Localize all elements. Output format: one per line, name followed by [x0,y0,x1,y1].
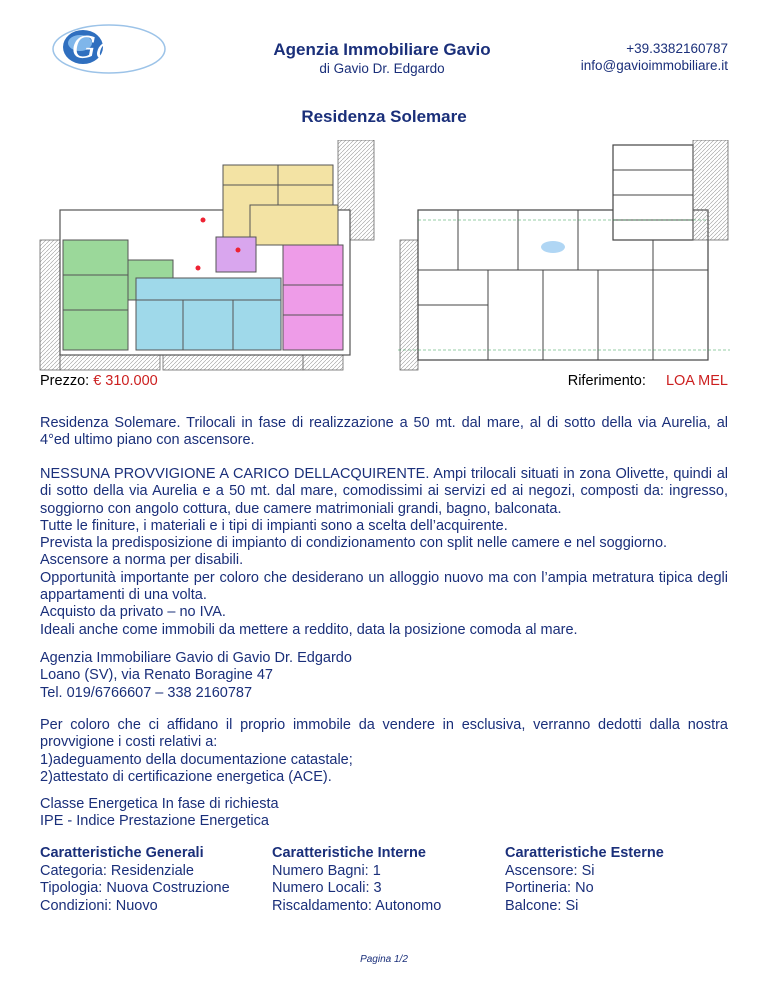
feature-item: Tipologia: Nuova Costruzione [40,880,230,896]
exclusive-notice [40,717,728,786]
description-line: Ideali anche come immobili da mettere a reddito, data la posizione comoda al mare. [40,621,578,638]
email-address: info@gavioimmobiliare.it [580,58,728,73]
feature-item: Condizioni: Nuovo [40,897,158,914]
exclusive-line: Per coloro che ci affidano il proprio immobile da vendere in esclusiva, verranno dedotti dalla nostra provvigione i costi relativi a: [40,717,728,751]
energy-info [40,796,728,831]
agency-header [250,40,514,77]
internal-features [272,845,441,915]
description-line: Tutte le finiture, i materiali e i tipi di impianti sono a scelta dell’acquirente. [40,517,508,534]
page-number: Pagina 1/2 [360,954,408,965]
general-features [40,845,230,915]
address-line: Tel. 019/6766607 – 338 2160787 [40,684,253,701]
description-line: Opportunità importante per coloro che desiderano un alloggio nuovo ma con l’ampia metratura tipica degli appartamenti di una volta. [40,569,728,604]
agency-subtitle: di Gavio Dr. Edgardo [319,61,445,76]
floor-plan-technical [398,140,730,375]
description-line: Prevista la predisposizione di impianto di condizionamento con split nelle camere e nel soggiorno. [40,535,668,552]
address-line: Loano (SV), via Renato Boragine 47 [40,667,273,684]
feature-item: Riscaldamento: Autonomo [272,897,442,914]
contact-block [581,40,728,74]
energy-index: IPE - Indice Prestazione Energetica [40,813,269,830]
phone-number: +39.3382160787 [626,41,728,56]
external-features-heading: Caratteristiche Esterne [505,845,664,861]
reference-value: LOA MEL [665,373,728,389]
exclusive-line: 2)attestato di certificazione energetica (ACE). [40,768,332,785]
gavio-logo [50,22,168,76]
feature-item: Portineria: No [505,880,594,896]
description-line: NESSUNA PROVVIGIONE A CARICO DELLACQUIRENTE. Ampi trilocali situati in zona Olivette, quindi al di sotto della via Aurelia e a 50 mt. dal mare, comodissimi ai servizi ed ai negozi, composti da: ingresso, soggiorno con angolo cottura, due camere matrimoniali grandi, bagno, balconata. [40,466,728,517]
reference-line [568,373,728,389]
address-line: Agenzia Immobiliare Gavio di Gavio Dr. Edgardo [40,650,352,666]
feature-item: Categoria: Residenziale [40,862,194,879]
external-features [505,845,664,915]
logo-text: Gavio [72,31,159,66]
reference-label: Riferimento: [567,373,646,389]
intro-paragraph [40,415,728,450]
price-line [40,373,158,389]
energy-class: Classe Energetica In fase di richiesta [40,796,279,812]
internal-features-heading: Caratteristiche Interne [272,845,426,861]
feature-item: Numero Locali: 3 [272,880,382,896]
feature-item: Ascensore: Si [505,862,595,879]
exclusive-line: 1)adeguamento della documentazione catastale; [40,751,353,768]
general-features-heading: Caratteristiche Generali [40,845,204,861]
description-line: Ascensore a norma per disabili. [40,552,244,569]
floor-plan-colored [38,140,376,375]
feature-item: Balcone: Si [505,897,579,914]
description-paragraph [40,466,728,639]
price-value: € 310.000 [93,373,158,389]
agency-name: Agenzia Immobiliare Gavio [273,40,491,59]
property-title: Residenza Solemare [301,107,467,126]
intro-text: Residenza Solemare. Trilocali in fase di realizzazione a 50 mt. dal mare, al di sotto della via Aurelia, al 4°ed ultimo piano con ascensore. [40,415,728,449]
feature-item: Numero Bagni: 1 [272,862,381,879]
price-label: Prezzo: [40,373,90,389]
description-line: Acquisto da privato – no IVA. [40,604,226,621]
agency-address [40,650,728,702]
